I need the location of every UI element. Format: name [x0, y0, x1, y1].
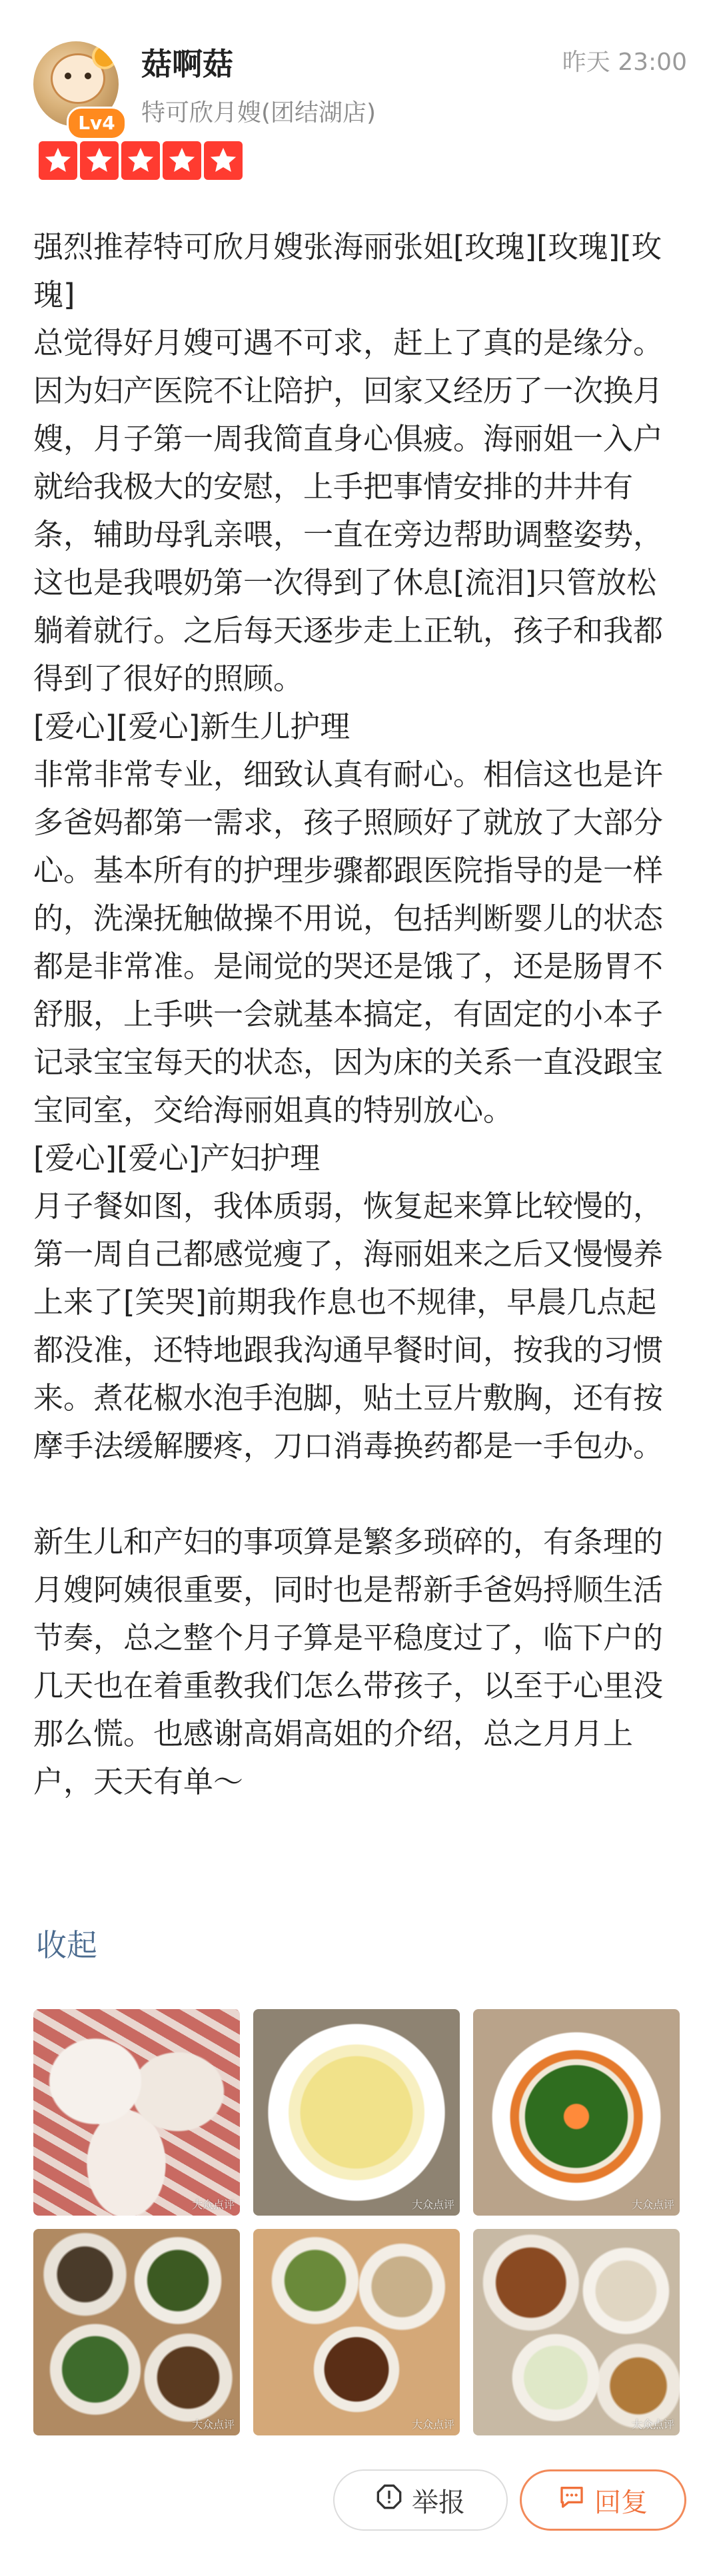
star-icon [121, 141, 160, 180]
reply-label: 回复 [594, 2487, 648, 2518]
watermark-label: 大众点评 [191, 2418, 235, 2431]
review-body: 强烈推荐特可欣月嫂张海丽张姐[玫瑰][玫瑰][玫瑰] 总觉得好月嫂可遇不可求，赶上了真的是缘分。因为妇产医院不让陪护，回家又经历了一次换月嫂，月子第一周我简直身心俱疲。海丽姐一入户就给我极大的安慰，上手把事情安排的井井有条，辅助母乳亲喂，一直在旁边帮助调整姿势，这也是我喂奶第一次得到了休息[流泪]只管放松躺着就行。之后每天逐步走上正轨，孩子和我都得到了很好的照顾。 [爱心][爱心]新生儿护理 非常非常专业，细致认真有耐心。相信这也是许多爸妈都第一需求，孩子照顾好了就放了大部分心。基本所有的护理步骤都跟医院指导的是一样的，洗澡抚触做操不用说，包括判断婴儿的状态都是非常准。是闹觉的哭还是饿了，还是肠胃不舒服，上手哄一会就基本搞定，有固定的小本子记录宝宝每天的状态，因为床的关系一直没跟宝宝同室，交给海丽姐真的特别放心。 [爱心][爱心]产妇护理 月子餐如图，我体质弱，恢复起来算比较慢的，第一周自己都感觉瘦了，海丽姐来之后又慢慢养上来了[笑哭]前期我作息也不规律，早晨几点起都没准，还特地跟我沟通早餐时间，按我的习惯来。煮花椒水泡手泡脚，贴土豆片敷胸，还有按摩手法缓解腰疼，刀口消毒换药都是一手包办。 新生儿和产妇的事项算是繁多琐碎的，有条理的月嫂阿姨很重要，同时也是帮新手爸妈捋顺生活节奏，总之整个月子算是平稳度过了，临下户的几天也在着重教我们怎么带孩子，以至于心里没那么慌。也感谢高娟高姐的介绍，总之月月上户，天天有单～ [33, 229, 664, 1799]
level-badge: Lv4 [67, 107, 127, 140]
report-icon [376, 2483, 402, 2517]
rating-stars [39, 141, 243, 180]
watermark-label: 大众点评 [191, 2198, 235, 2211]
watermark-label: 大众点评 [631, 2198, 674, 2211]
reply-button[interactable] [520, 2469, 686, 2531]
review-header [0, 0, 711, 193]
username[interactable]: 菇啊菇 [141, 46, 233, 82]
watermark-label: 大众点评 [411, 2418, 454, 2431]
review-photo[interactable] [253, 2229, 460, 2435]
star-icon [204, 141, 243, 180]
watermark-label: 大众点评 [631, 2418, 674, 2431]
star-icon [80, 141, 119, 180]
action-bar [0, 2469, 711, 2536]
review-photo[interactable] [473, 2009, 680, 2216]
shop-name[interactable]: 特可欣月嫂(团结湖店) [141, 99, 376, 127]
comment-icon [558, 2483, 585, 2517]
star-icon [39, 141, 77, 180]
review-photo[interactable] [473, 2229, 680, 2435]
avatar-flower-icon [95, 47, 115, 67]
review-timestamp: 昨天 23:00 [562, 49, 687, 76]
report-button[interactable] [333, 2469, 508, 2531]
review-photo[interactable] [33, 2009, 240, 2216]
review-photo[interactable] [253, 2009, 460, 2216]
watermark-label: 大众点评 [411, 2198, 454, 2211]
star-icon [163, 141, 201, 180]
collapse-link[interactable]: 收起 [36, 1927, 97, 1963]
report-label: 举报 [412, 2487, 465, 2518]
review-photo[interactable] [33, 2229, 240, 2435]
